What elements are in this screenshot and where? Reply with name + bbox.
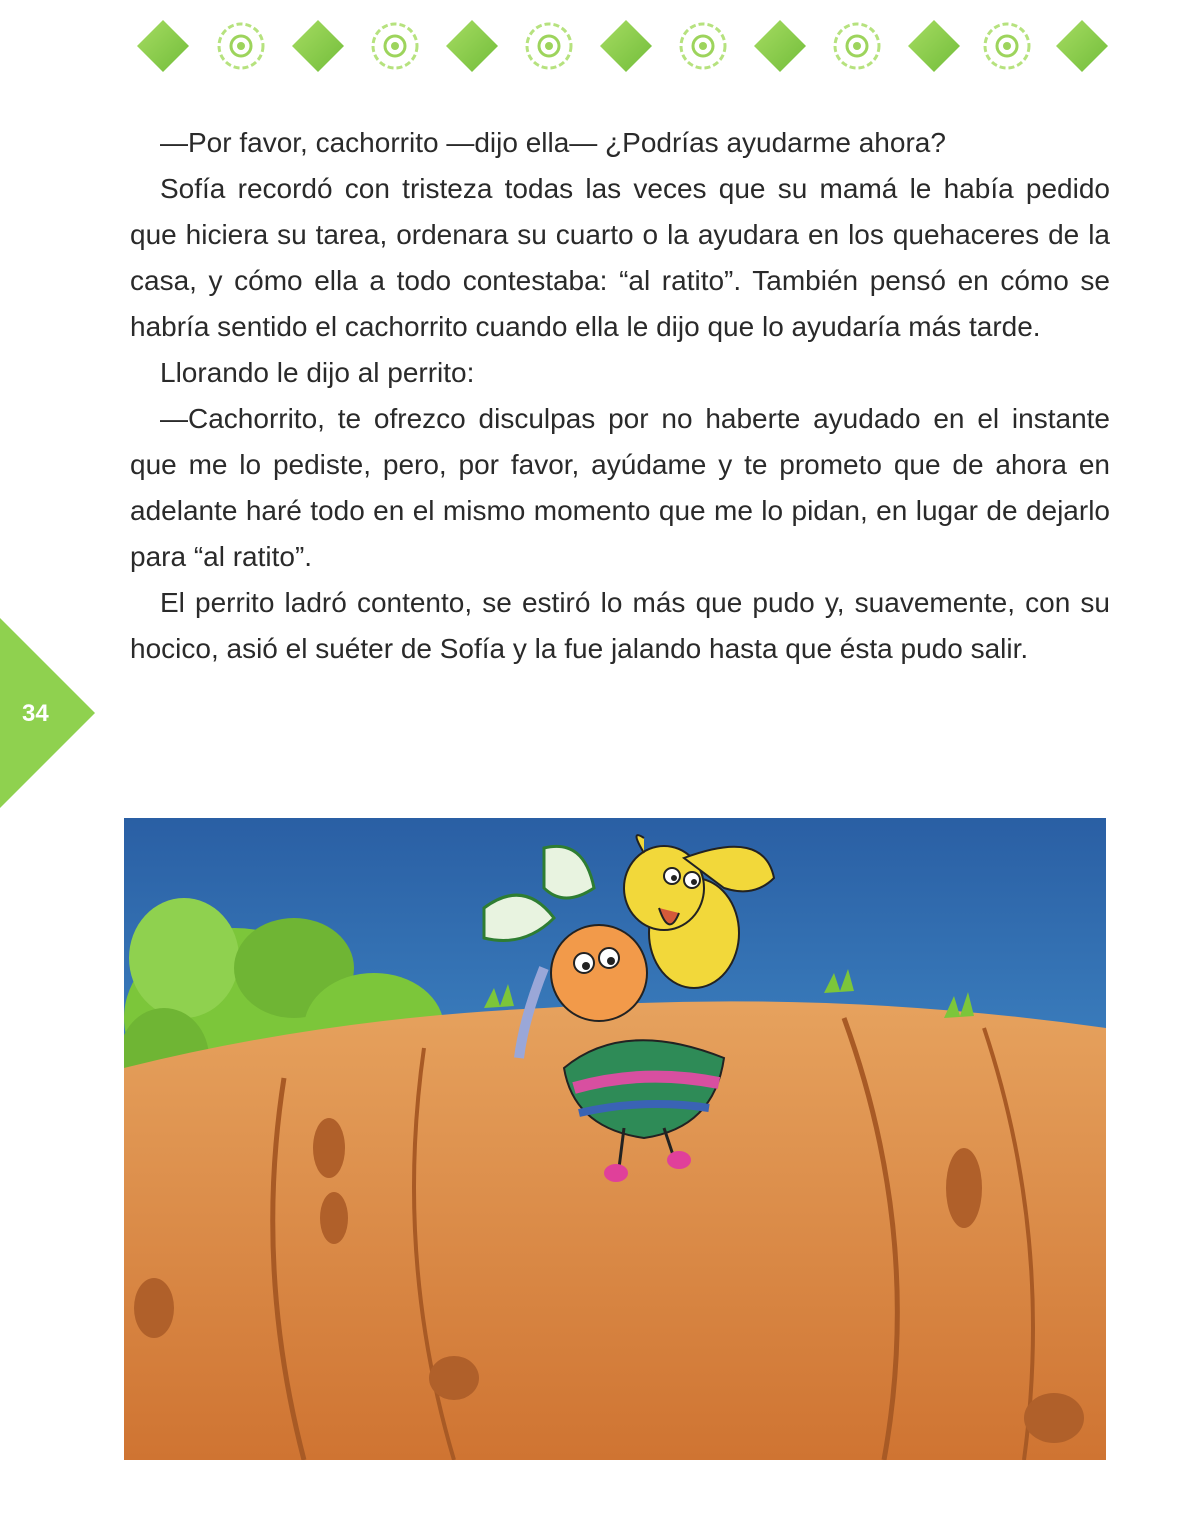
border-flower-icon	[835, 24, 879, 68]
story-paragraph: —Por favor, cachorrito —dijo ella— ¿Podrías ayudarme ahora?	[160, 127, 946, 158]
story-illustration	[124, 818, 1106, 1460]
border-flower-icon	[527, 24, 571, 68]
story-paragraph: El perrito ladró contento, se estiró lo más que pudo y, suavemente, con su hocico, asió el suéter de Sofía y la fue jalando hasta que ésta pudo salir.	[130, 587, 1110, 664]
border-flower-icon	[985, 24, 1029, 68]
border-flower-icon	[219, 24, 263, 68]
decorative-border	[0, 0, 1189, 110]
story-text	[130, 120, 1110, 672]
story-paragraph: —Cachorrito, te ofrezco disculpas por no haberte ayudado en el instante que me lo pediste, pero, por favor, ayúdame y te prometo que de ahora en adelante haré todo en el mismo momento que me lo pidan, en lugar de dejarlo para “al ratito”.	[130, 403, 1110, 572]
border-diamond-icon	[292, 20, 344, 72]
border-diamond-icon	[1056, 20, 1108, 72]
story-paragraph: Llorando le dijo al perrito:	[160, 357, 475, 388]
page-number: 34	[22, 700, 49, 727]
story-paragraph: Sofía recordó con tristeza todas las veces que su mamá le había pedido que hiciera su tarea, ordenara su cuarto o la ayudara en los quehaceres de la casa, y cómo ella a todo contestaba: “al ratito”. También pensó en cómo se habría sentido el cachorrito cuando ella le dijo que lo ayudaría más tarde.	[130, 173, 1110, 342]
border-diamond-icon	[600, 20, 652, 72]
border-diamond-icon	[908, 20, 960, 72]
border-diamond-icon	[754, 20, 806, 72]
border-flower-icon	[373, 24, 417, 68]
border-flower-icon	[681, 24, 725, 68]
border-diamond-icon	[137, 20, 189, 72]
border-diamond-icon	[446, 20, 498, 72]
